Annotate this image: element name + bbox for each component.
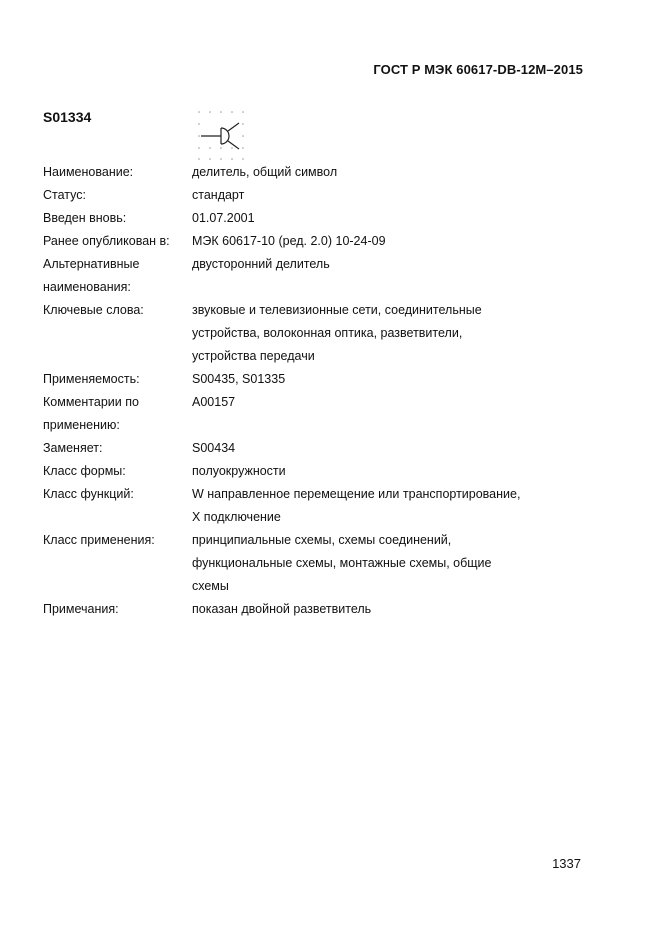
field-label-line: Ранее опубликован в:: [43, 234, 170, 248]
field-row: [43, 598, 583, 621]
field-value-line: делитель, общий символ: [192, 165, 338, 179]
field-label-line: Заменяет:: [43, 441, 103, 455]
field-label-line: Введен вновь:: [43, 211, 127, 225]
field-row: [43, 437, 583, 460]
field-value-line: принципиальные схемы, схемы соединений,: [192, 533, 452, 547]
field-label: [43, 230, 192, 253]
field-label-line: Примечания:: [43, 602, 119, 616]
field-value: [192, 483, 583, 529]
page-number: 1337: [552, 856, 581, 871]
field-label-line: Класс применения:: [43, 533, 155, 547]
field-value: [192, 437, 583, 460]
field-value-line: 01.07.2001: [192, 211, 255, 225]
field-label: [43, 253, 192, 299]
field-label: [43, 391, 192, 437]
field-label-line: Применяемость:: [43, 372, 140, 386]
field-value-line: функциональные схемы, монтажные схемы, общие: [192, 556, 492, 570]
symbol-code: S01334: [43, 109, 92, 125]
field-value: [192, 460, 583, 483]
field-row: [43, 299, 583, 368]
field-value: [192, 230, 583, 253]
field-value-line: МЭК 60617-10 (ред. 2.0) 10-24-09: [192, 234, 386, 248]
field-value-line: стандарт: [192, 188, 245, 202]
field-label-line: Альтернативные: [43, 257, 140, 271]
field-value: [192, 368, 583, 391]
field-row: [43, 460, 583, 483]
field-label-line: Наименование:: [43, 165, 134, 179]
field-value-line: полуокружности: [192, 464, 286, 478]
field-value: [192, 391, 583, 437]
field-value-line: схемы: [192, 579, 229, 593]
field-label: [43, 460, 192, 483]
field-label-line: Статус:: [43, 188, 86, 202]
field-value: [192, 184, 583, 207]
field-label: [43, 437, 192, 460]
metadata-fields: [43, 161, 583, 621]
field-row: [43, 253, 583, 299]
field-value-line: устройства, волоконная оптика, разветвители,: [192, 326, 463, 340]
field-value-line: устройства передачи: [192, 349, 315, 363]
field-row: [43, 207, 583, 230]
field-row: [43, 184, 583, 207]
field-value-line: W направленное перемещение или транспортирование,: [192, 487, 521, 501]
field-row: [43, 161, 583, 184]
field-value: [192, 161, 583, 184]
field-label-line: применению:: [43, 418, 120, 432]
field-row: [43, 391, 583, 437]
field-row: [43, 368, 583, 391]
field-label: [43, 184, 192, 207]
field-value: [192, 529, 583, 598]
field-label-line: наименования:: [43, 280, 131, 294]
field-value-line: звуковые и телевизионные сети, соединительные: [192, 303, 482, 317]
field-row: [43, 529, 583, 598]
field-label: [43, 598, 192, 621]
field-value: [192, 598, 583, 621]
field-value: [192, 253, 583, 299]
field-value-line: двусторонний делитель: [192, 257, 330, 271]
splitter-symbol-icon: [195, 108, 255, 165]
field-value-line: показан двойной разветвитель: [192, 602, 372, 616]
field-value-line: S00434: [192, 441, 236, 455]
field-value: [192, 207, 583, 230]
field-label: [43, 161, 192, 184]
field-row: [43, 483, 583, 529]
field-label: [43, 529, 192, 598]
field-label: [43, 368, 192, 391]
field-label: [43, 483, 192, 529]
field-label-line: Класс функций:: [43, 487, 134, 501]
field-label-line: Класс формы:: [43, 464, 126, 478]
document-header: ГОСТ Р МЭК 60617-DB-12M–2015: [373, 62, 583, 77]
field-label: [43, 207, 192, 230]
field-value-line: X подключение: [192, 510, 281, 524]
field-value-line: A00157: [192, 395, 236, 409]
field-value-line: S00435, S01335: [192, 372, 286, 386]
field-label-line: Комментарии по: [43, 395, 139, 409]
field-value: [192, 299, 583, 368]
field-label: [43, 299, 192, 368]
field-label-line: Ключевые слова:: [43, 303, 144, 317]
field-row: [43, 230, 583, 253]
